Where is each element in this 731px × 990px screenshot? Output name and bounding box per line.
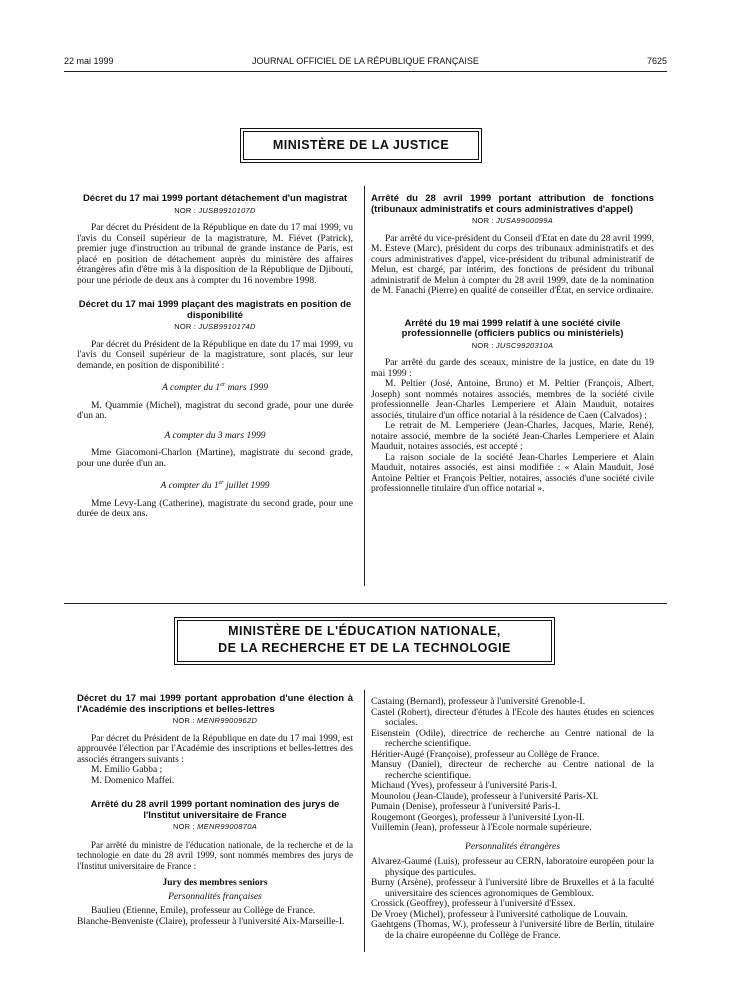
jury-member: Castel (Robert), directeur d'études à l'Ecole des hautes études en sciences sociales. <box>371 707 654 728</box>
appointment-text: Mme Giacomoni-Charlon (Martine), magistrate du second grade, pour une durée d'un an. <box>77 448 353 469</box>
elected-associate: M. Domenico Maffei. <box>91 775 175 786</box>
header-journal-title: JOURNAL OFFICIEL DE LA RÉPUBLIQUE FRANÇAISE <box>252 56 479 66</box>
jury-member: De Vroey (Michel), professeur à l'université catholique de Louvain. <box>371 909 628 920</box>
jury-member: Mansuy (Daniel), directeur de recherche au Centre national de la recherche scientifique. <box>371 760 654 781</box>
jury-member: Castaing (Bernard), professeur à l'université Grenoble-I. <box>371 697 586 707</box>
decree-title: Décret du 17 mai 1999 portant détachement d'un magistrat <box>82 193 348 204</box>
jury-member: Gaehtgens (Thomas, W.), professeur à l'université libre de Berlin, titulaire de la chaire européenne du Collège de France. <box>371 920 654 941</box>
nor-reference: NOR : MENR9900870A <box>172 822 257 831</box>
column-divider <box>364 690 365 952</box>
running-header <box>64 56 667 70</box>
jury-member: Baulieu (Etienne, Emile), professeur au Collège de France. <box>91 906 316 916</box>
date-subheading: A compter du 3 mars 1999 <box>164 430 266 441</box>
ministry-education-heading <box>177 620 552 662</box>
arrete-text: Le retrait de M. Lemperiere (Jean-Charles, Jacques, Marie, René), notaire associé, membre de la société Jean-Charles Lemperiere et Alain Mauduit, notaires associés, est accepté ; <box>371 421 654 452</box>
header-page-number: 7625 <box>646 56 667 66</box>
date-subheading: A compter du 1er juillet 1999 <box>160 480 270 492</box>
jury-member: Burny (Arsène), professeur à l'université libre de Bruxelles et à la faculté universitaire des sciences agronomiques de Gembloux. <box>371 878 654 899</box>
section-rule <box>64 603 667 604</box>
ministry-name-line: DE LA RECHERCHE ET DE LA TECHNOLOGIE <box>218 641 511 655</box>
jury-heading: Jury des membres seniors <box>162 878 268 888</box>
education-left-column <box>77 694 353 927</box>
arrete-text: La raison sociale de la société Jean-Charles Lemperiere et Alain Mauduit, notaires associés, est ainsi modifiée : « Alain Mauduit, José Antoine Peltier et François Peltier, notaires, associés d'une société civile professionnelle titulaire d'un office notarial ». <box>371 452 654 494</box>
arrete-title: Arrêté du 19 mai 1999 relatif à une société civile professionnelle (officiers publics ou ministériels) <box>401 317 624 339</box>
nor-reference: NOR : JUSB9910174D <box>174 322 256 331</box>
decree-title: Décret du 17 mai 1999 plaçant des magistrats en position de disponibilité <box>78 299 352 321</box>
jury-member: Michaud (Yves), professeur à l'université Paris-I. <box>371 781 558 791</box>
jury-member: Pumain (Denise), professeur à l'université Paris-I. <box>371 802 561 812</box>
appointment-text: M. Quammie (Michel), magistrat du second grade, pour une durée d'un an. <box>77 400 353 422</box>
jury-member: Eisenstein (Odile), directrice de recherche au Centre national de la recherche scientifique. <box>371 728 654 749</box>
header-rule <box>64 71 667 72</box>
arrete-title: Arrêté du 28 avril 1999 portant nomination des jurys de l'Institut universitaire de France <box>90 799 340 821</box>
jury-member: Vuillemin (Jean), professeur à l'Ecole normale supérieure. <box>371 823 592 833</box>
group-subheading: Personnalités françaises <box>168 891 262 902</box>
jury-member: Alvarez-Gaumé (Luis), professeur au CERN, laboratoire européen pour la physique des particules. <box>371 857 654 878</box>
decree-text: Par décret du Président de la République en date du 17 mai 1999, vu l'avis du Conseil supérieur de la magistrature, M. Fiévet (Patrick), premier juge d'instruction au tribunal de grande instance de Paris, est placé en position de détachement auprès du ministère des affaires étrangères afin d'être mis à la disposition de la République de Djibouti, pour une période de deux ans à compter du 16 novembre 1998. <box>77 223 353 286</box>
arrete-text: Par arrêté du ministre de l'éducation nationale, de la recherche et de la technologie en date du 28 avril 1999, sont nommés membres des jurys de l'Institut universitaire de France : <box>77 839 353 871</box>
justice-right-column <box>371 194 654 495</box>
elected-associate: M. Emilio Gabba ; <box>91 765 163 775</box>
nor-reference: NOR : JUSC9920310A <box>471 340 554 350</box>
jury-member: Crossick (Geoffrey), professeur à l'université d'Essex. <box>371 899 576 909</box>
jury-member: Rougemont (Georges), professeur à l'université Lyon-II. <box>371 812 585 823</box>
appointment-text: Mme Levy-Lang (Catherine), magistrate du second grade, pour une durée de deux ans. <box>77 498 353 520</box>
column-divider <box>364 186 365 586</box>
decree-title: Décret du 17 mai 1999 portant approbation d'une élection à l'Académie des inscriptions et belles-lettres <box>77 693 353 715</box>
jury-member: Blanche-Benveniste (Claire), professeur à l'université Aix-Marseille-I. <box>77 916 345 927</box>
arrete-title: Arrêté du 28 avril 1999 portant attribution de fonctions (tribunaux administratifs et cours administratives d'appel) <box>371 193 654 215</box>
date-subheading: A compter du 1er mars 1999 <box>162 382 268 394</box>
nor-reference: NOR : JUSB9910107D <box>174 205 256 215</box>
jury-member: Mounolou (Jean-Claude), professeur à l'université Paris-XI. <box>371 791 599 802</box>
decree-text: Par décret du Président de la République en date du 17 mai 1999, est approuvée l'élection par l'Académie des inscriptions et belles-lettres des associés étrangers suivants : <box>77 733 353 765</box>
arrete-text: Par arrêté du garde des sceaux, ministre de la justice, en date du 19 mai 1999 : <box>371 358 654 379</box>
ministry-justice-heading: MINISTÈRE DE LA JUSTICE <box>243 131 479 160</box>
decree-text: Par décret du Président de la République en date du 17 mai 1999, vu l'avis du Conseil supérieur de la magistrature, sont placés, sur leur demande, en position de disponibilité : <box>77 339 353 371</box>
nor-reference: NOR : MENR9900962D <box>172 716 258 725</box>
ministry-name-line: MINISTÈRE DE L'ÉDUCATION NATIONALE, <box>228 624 501 638</box>
education-right-column <box>371 697 654 941</box>
header-date: 22 mai 1999 <box>64 56 114 66</box>
group-subheading: Personnalités étrangères <box>465 841 560 852</box>
nor-reference: NOR : JUSA9900099A <box>471 216 554 225</box>
jury-member: Héritier-Augé (Françoise), professeur au Collège de France. <box>371 749 600 760</box>
arrete-text: Par arrêté du vice-président du Conseil d'Etat en date du 28 avril 1999, M. Esteve (Marc), président du corps des tribunaux administratifs et des cours administratives d'appel, vice-président du tribunal administratif de Melun, est chargé, par intérim, des fonctions de président du tribunal administratif de Melun à compter du 28 avril 1999, date de la nomination de M. Fanachi (Pierre) en qualité de conseiller d'État, en service ordinaire. <box>371 233 654 296</box>
arrete-text: M. Peltier (José, Antoine, Bruno) et M. Peltier (François, Albert, Joseph) sont nommés notaires associés, membres de la société civile professionnelle Jean-Charles Lemperiere et Alain Mauduit, notaires associés, titulaire d'un office notarial à la résidence de Caen (Calvados) ; <box>371 379 654 421</box>
justice-left-column <box>77 194 353 520</box>
